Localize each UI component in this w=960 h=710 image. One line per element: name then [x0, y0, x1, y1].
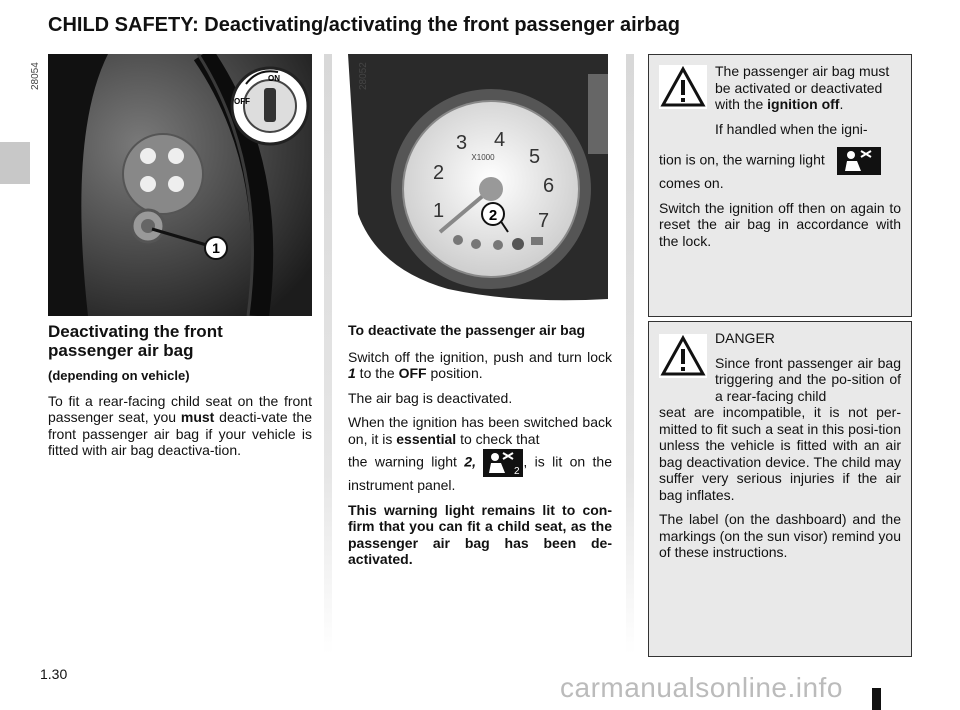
watermark: carmanualsonline.info	[560, 672, 843, 703]
danger-triangle-icon	[659, 334, 707, 382]
photo-instrument-panel	[348, 54, 608, 304]
svg-text:2: 2	[514, 466, 520, 477]
page-number: 1.30	[40, 666, 68, 682]
left-paragraph-1: To fit a rear-facing child seat on the front passenger seat, you must deacti-vate the front passenger air bag if your vehicle is fitted with air bag deactiva-tion.	[48, 392, 312, 458]
mid-paragraph-4: the warning light 2, 2 , is lit on the instrument panel.	[348, 449, 612, 494]
mid-paragraph-3: When the ignition has been switched back on, it is essential to check that	[348, 414, 612, 447]
page-title: CHILD SAFETY: Deactivating/activating the front passenger airbag	[48, 14, 680, 36]
column-divider-left	[324, 54, 332, 654]
mid-paragraph-2: The air bag is deactivated.	[348, 389, 513, 406]
gauge-tick-6: 6	[543, 175, 555, 197]
danger-heading: DANGER	[715, 330, 775, 346]
gauge-tick-5: 5	[529, 146, 541, 168]
gauge-tick-4: 4	[494, 129, 506, 151]
gauge-tick-1: 1	[433, 200, 445, 222]
caution-paragraph-2a: If handled when the igni-	[715, 120, 868, 137]
page-bookmark	[872, 688, 881, 710]
chapter-tab	[0, 142, 30, 184]
danger-paragraph-1a: Since front passenger air bag triggering and the po-sition of a rear-facing child	[715, 354, 901, 404]
column-divider-right	[626, 54, 634, 654]
gauge-tick-2: 2	[433, 162, 445, 184]
photo-airbag-lock	[48, 54, 312, 316]
section-heading: Deactivating the front passenger air bag	[48, 322, 223, 360]
middle-column	[348, 322, 612, 576]
mid-paragraph-1: Switch off the ignition, push and turn lock 1 to the OFF position.	[348, 348, 612, 381]
callout-1: 1	[212, 240, 220, 256]
caution-paragraph-3: Switch the ignition off then on again to reset the air bag in accordance with the lock.	[659, 199, 901, 249]
airbag-warning-icon	[837, 147, 881, 175]
danger-paragraph-2: The label (on the dashboard) and the markings (on the sun visor) remind you of these instructions.	[659, 511, 901, 560]
danger-box	[648, 321, 912, 657]
left-column	[48, 322, 312, 467]
warning-triangle-icon	[659, 65, 707, 113]
caution-paragraph-1: The passenger air bag must be activated or deactivated with the ignition off.	[715, 63, 890, 112]
airbag-off-warning-icon	[483, 449, 523, 477]
gauge-tick-7: 7	[538, 210, 550, 232]
mid-paragraph-5: This warning light remains lit to con-firm that you can fit a child seat, as the passenger air bag has been de-activated.	[348, 501, 612, 567]
photo-code-mid: 28052	[358, 62, 369, 90]
caution-paragraph-2b: tion is on, the warning light comes on.	[659, 147, 901, 192]
switch-off-label: OFF	[234, 97, 250, 106]
procedure-heading: To deactivate the passenger air bag	[348, 322, 586, 338]
callout-2: 2	[488, 207, 498, 224]
switch-on-label: ON	[268, 74, 280, 83]
gauge-tick-3: 3	[456, 132, 468, 154]
photo-code-left: 28054	[30, 62, 41, 90]
caution-box	[648, 54, 912, 317]
section-subheading: (depending on vehicle)	[48, 368, 190, 383]
danger-paragraph-1b: seat are incompatible, it is not per-mitted to fit such a seat in this posi-tion unless the vehicle is fitted with an air bag deactivation device. The child may suffer very serious injuries if the air bag inflates.	[659, 404, 901, 503]
gauge-unit: X1000	[471, 153, 495, 162]
